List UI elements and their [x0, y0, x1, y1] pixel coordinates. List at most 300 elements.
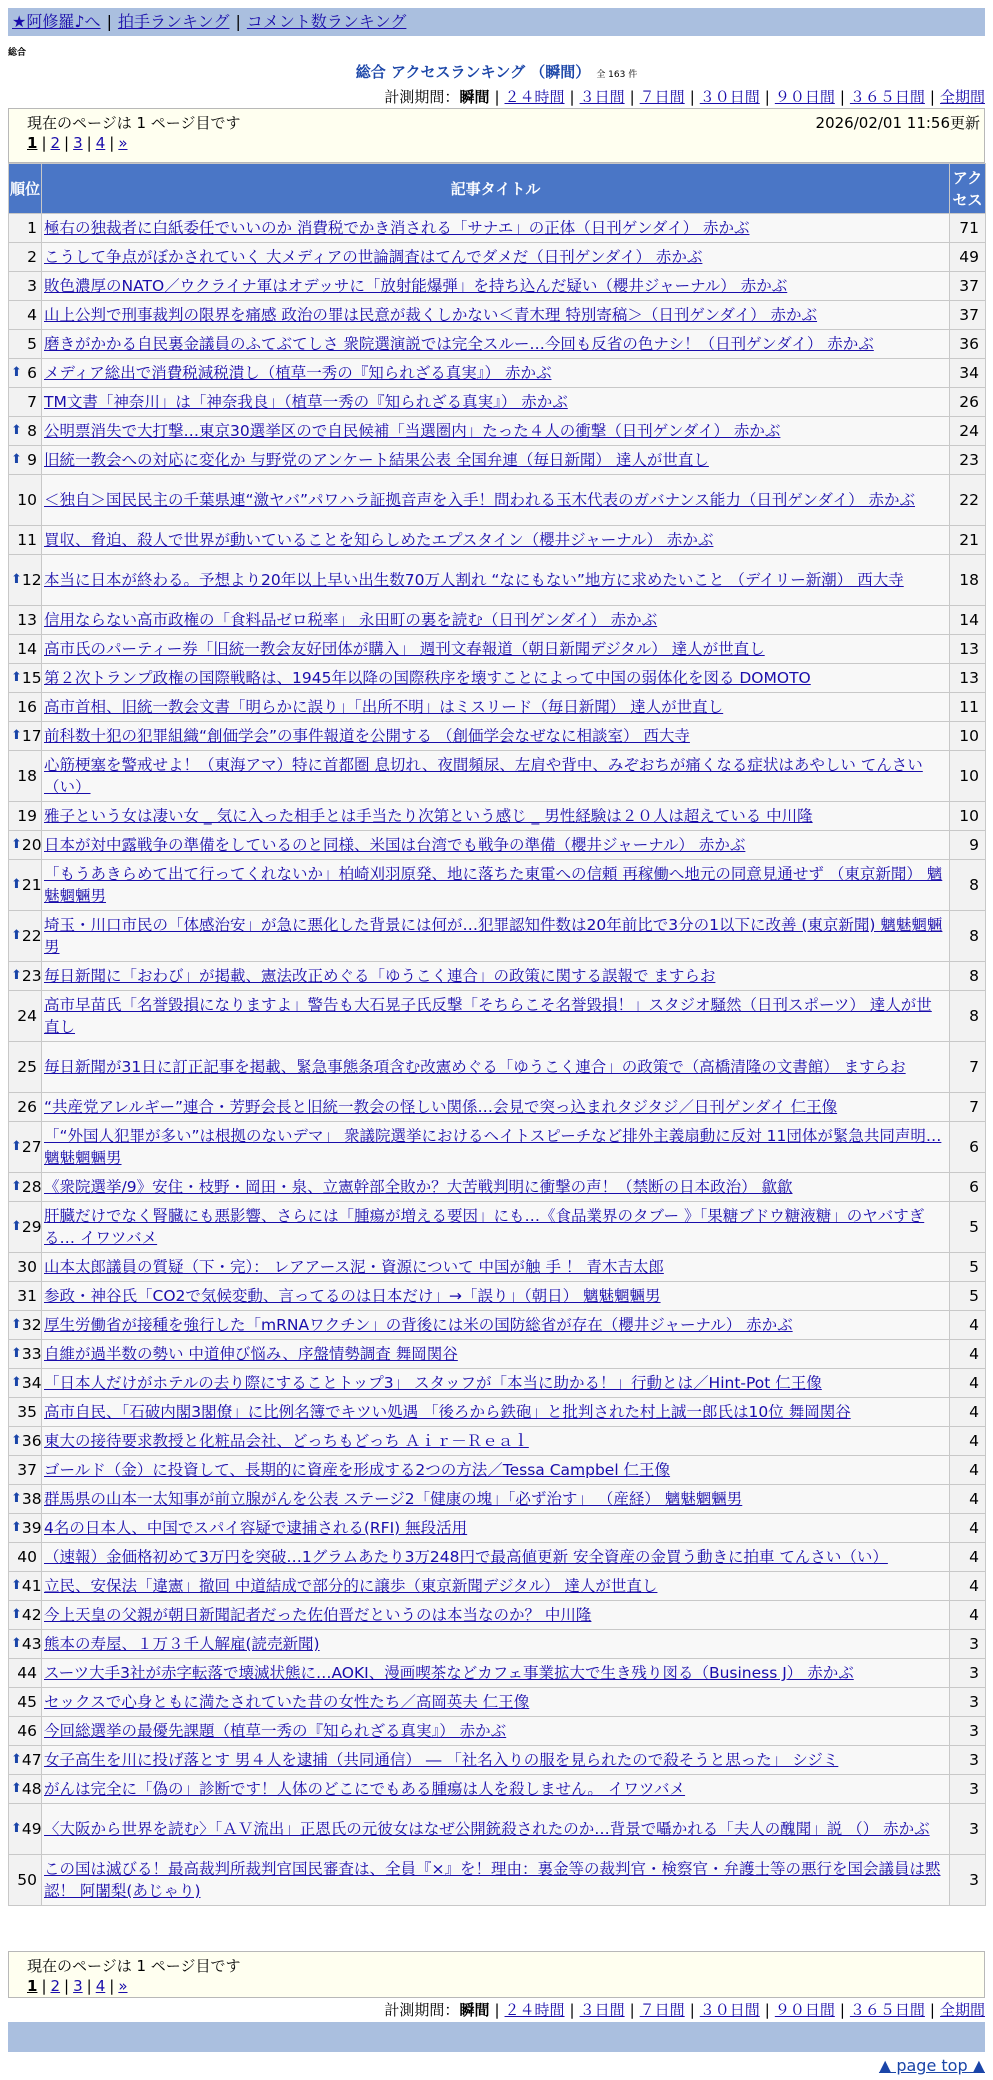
rank-up-arrow-icon: ⬆ — [11, 1752, 22, 1767]
rank-cell — [9, 635, 42, 664]
ranking-table-body — [9, 214, 986, 1906]
title-cell — [42, 526, 950, 555]
rank-cell — [9, 1543, 42, 1572]
title-cell — [42, 1688, 950, 1717]
article-link[interactable]: 熊本の寿屋、１万３千人解雇(読売新聞) — [44, 1635, 320, 1653]
table-row — [9, 1630, 986, 1659]
rank-cell — [9, 1282, 42, 1311]
rank-number: 10 — [17, 491, 37, 509]
rank-up-arrow-icon: ⬆ — [11, 423, 22, 438]
article-link[interactable]: 旧統一教会への対応に変化か 与野党のアンケート結果公表 全国弁連（毎日新聞） 達人が世直し — [44, 451, 709, 469]
rank-cell — [9, 526, 42, 555]
period-option-1[interactable]: ３日間 — [579, 88, 625, 106]
rank-cell — [9, 1173, 42, 1202]
article-link[interactable]: 毎日新聞が31日に訂正記事を掲載、緊急事態条項含む改憲めぐる「ゆうこく連合」の政策で（高橋清隆の文書館） ますらお — [44, 1058, 906, 1076]
article-link[interactable]: 今上天皇の父親が朝日新聞記者だった佐伯晋だというのは本当なのか？ 中川隆 — [44, 1606, 592, 1624]
article-link[interactable]: 〈大阪から世界を読む〉「ＡＶ流出」正恩氏の元彼女はなぜ公開銃殺されたのか…背景で囁かれる「夫人の醜聞」説 （） 赤かぶ — [44, 1820, 930, 1838]
table-row — [9, 693, 986, 722]
rank-number: 4 — [27, 306, 37, 324]
title-cell — [42, 831, 950, 860]
article-link[interactable]: 磨きがかかる自民裏金議員のふてぶてしさ 衆院選演説では完全スルー…今回も反省の色ナシ！（日刊ゲンダイ） 赤かぶ — [44, 335, 874, 353]
access-count: 4 — [950, 1572, 986, 1601]
article-link[interactable]: 高市氏のパーティー券「旧統一教会友好団体が購入」 週刊文春報道（朝日新聞デジタル） 達人が世直し — [44, 640, 765, 658]
article-link[interactable]: 《衆院選挙/9》安住・枝野・岡田・泉、立憲幹部全敗か？大苦戦判明に衝撃の声！（禁断の日本政治） 歙歙 — [44, 1178, 793, 1196]
access-count: 3 — [950, 1775, 986, 1804]
access-count: 71 — [950, 214, 986, 243]
title-cell — [42, 359, 950, 388]
rank-number: 14 — [17, 640, 37, 658]
rank-cell — [9, 664, 42, 693]
article-link[interactable]: 肝臓だけでなく腎臓にも悪影響、さらには「腫瘍が増える要因」にも…《食品業界のタブー 》「果糖ブドウ糖液糖」のヤバすぎる… イワツバメ — [44, 1207, 925, 1247]
rank-cell — [9, 1253, 42, 1282]
access-count: 14 — [950, 606, 986, 635]
article-link[interactable]: 東大の接待要求教授と化粧品会社、どっちもどっち Ａｉｒ－Ｒｅａｌ — [44, 1432, 529, 1450]
table-row — [9, 1282, 986, 1311]
page-separator: | — [86, 134, 92, 152]
rank-number: 49 — [21, 1820, 42, 1838]
article-link[interactable]: こうして争点がぼかされていく 大メディアの世論調査はてんでダメだ（日刊ゲンダイ） 赤かぶ — [44, 248, 703, 266]
rank-cell — [9, 243, 42, 272]
rank-cell — [9, 751, 42, 802]
rank-up-arrow-icon: ⬆ — [11, 1491, 22, 1506]
article-link[interactable]: 雅子という女は凄い女 _ 気に入った相手とは手当たり次第という感じ _ 男性経験は２０人は超えている 中川隆 — [44, 807, 813, 825]
rank-cell — [9, 359, 42, 388]
rank-up-arrow-icon: ⬆ — [11, 877, 22, 892]
period-option-5[interactable]: ３６５日間 — [849, 88, 925, 106]
rank-number: 27 — [21, 1138, 42, 1156]
rank-cell — [9, 555, 42, 606]
article-link[interactable]: “共産党アレルギー”連合・芳野会長と旧統一教会の怪しい関係…会見で突っ込まれタジタジ／日刊ゲンダイ 仁王像 — [44, 1098, 838, 1116]
header-access: アクセス — [950, 164, 986, 214]
table-row — [9, 359, 986, 388]
access-count: 8 — [950, 962, 986, 991]
period-option-6[interactable]: 全期間 — [939, 88, 985, 106]
page-link-3[interactable]: 3 — [73, 1977, 83, 1995]
rank-cell — [9, 722, 42, 751]
period-option-1[interactable]: ３日間 — [579, 2001, 625, 2019]
access-count: 3 — [950, 1659, 986, 1688]
rank-cell — [9, 417, 42, 446]
period-separator: | — [839, 2001, 845, 2019]
rank-cell — [9, 1042, 42, 1093]
article-link[interactable]: 自維が過半数の勢い 中道伸び悩み、序盤情勢調査 舞岡関谷 — [44, 1345, 458, 1363]
article-link[interactable]: スーツ大手3社が赤字転落で壊滅状態に…AOKI、漫画喫茶などカフェ事業拡大で生き残り図る（Business J） 赤かぶ — [44, 1664, 854, 1682]
page-link-3[interactable]: 3 — [73, 134, 83, 152]
rank-cell — [9, 214, 42, 243]
period-option-6[interactable]: 全期間 — [939, 2001, 985, 2019]
rank-up-arrow-icon: ⬆ — [11, 1139, 22, 1154]
period-option-0[interactable]: ２４時間 — [504, 2001, 565, 2019]
rank-cell — [9, 1122, 42, 1173]
page-top-link[interactable]: ▲ page top ▲ — [878, 2056, 985, 2075]
access-count: 21 — [950, 526, 986, 555]
access-count: 4 — [950, 1340, 986, 1369]
rank-up-arrow-icon: ⬆ — [11, 1219, 22, 1234]
table-row — [9, 272, 986, 301]
title-cell — [42, 991, 950, 1042]
access-count: 10 — [950, 722, 986, 751]
table-row — [9, 635, 986, 664]
article-link[interactable]: 前科数十犯の犯罪組織“創価学会”の事件報道を公開する （創価学会なぜなに相談室） 西大寺 — [44, 727, 690, 745]
rank-number: 30 — [17, 1258, 37, 1276]
rank-number: 20 — [21, 836, 42, 854]
page-separator: | — [64, 134, 70, 152]
article-link[interactable]: 山本太郎議員の質疑（下・完）： レアアース泥・資源について 中国が触 手 ！ 青木吉太郎 — [44, 1258, 664, 1276]
article-link[interactable]: 信用ならない高市政権の「食料品ゼロ税率」 永田町の裏を読む（日刊ゲンダイ） 赤かぶ — [44, 611, 658, 629]
title-cell — [42, 446, 950, 475]
table-row — [9, 1746, 986, 1775]
header-rank: 順位 — [9, 164, 42, 214]
ranking-table — [8, 163, 986, 1906]
period-label: 計測期間： — [384, 88, 460, 106]
table-row — [9, 330, 986, 359]
article-link[interactable]: がんは完全に「偽の」診断です！人体のどこにでもある腫瘍は人を殺しません。 イワツバメ — [44, 1780, 686, 1798]
rank-cell — [9, 330, 42, 359]
rank-up-arrow-icon: ⬆ — [11, 1821, 22, 1836]
title-cell — [42, 1202, 950, 1253]
rank-number: 24 — [17, 1007, 37, 1025]
period-current: 瞬間 — [459, 88, 490, 106]
article-link[interactable]: 日本が対中露戦争の準備をしているのと同様、米国は台湾でも戦争の準備（櫻井ジャーナル） 赤かぶ — [44, 836, 746, 854]
title-cell — [42, 722, 950, 751]
title-cell — [42, 243, 950, 272]
rank-cell — [9, 1775, 42, 1804]
period-separator: | — [689, 88, 695, 106]
access-count: 8 — [950, 911, 986, 962]
table-row — [9, 606, 986, 635]
table-row — [9, 962, 986, 991]
rank-number: 42 — [21, 1606, 42, 1624]
rank-number: 34 — [21, 1374, 42, 1392]
article-link[interactable]: 立民、安保法「違憲」撤回 中道結成で部分的に譲歩（東京新聞デジタル） 達人が世直し — [44, 1577, 658, 1595]
current-page: 1 — [27, 134, 38, 152]
period-separator: | — [569, 2001, 575, 2019]
access-count: 5 — [950, 1253, 986, 1282]
table-row — [9, 860, 986, 911]
rank-cell — [9, 1514, 42, 1543]
rank-up-arrow-icon: ⬆ — [11, 968, 22, 983]
rank-number: 21 — [21, 876, 42, 894]
table-row — [9, 1688, 986, 1717]
table-row — [9, 1369, 986, 1398]
table-row — [9, 388, 986, 417]
page-links — [27, 134, 128, 152]
table-row — [9, 1042, 986, 1093]
article-link[interactable]: 公明票消失で大打撃…東京30選挙区ので自民候補「当選圏内」たった４人の衝撃（日刊ゲンダイ） 赤かぶ — [44, 422, 781, 440]
title-cell — [42, 1543, 950, 1572]
rank-number: 45 — [17, 1693, 37, 1711]
rank-number: 44 — [17, 1664, 37, 1682]
access-count: 4 — [950, 1427, 986, 1456]
access-count: 3 — [950, 1717, 986, 1746]
nav-link-clap-ranking[interactable]: 拍手ランキング — [117, 12, 230, 31]
next-page-link[interactable]: » — [118, 1977, 128, 1995]
rank-cell — [9, 860, 42, 911]
pagination-panel-bottom — [8, 1951, 985, 1998]
title-cell — [42, 1311, 950, 1340]
table-row — [9, 1601, 986, 1630]
rank-cell — [9, 1572, 42, 1601]
rank-up-arrow-icon: ⬆ — [11, 1636, 22, 1651]
access-count: 36 — [950, 330, 986, 359]
rank-cell — [9, 1688, 42, 1717]
article-link[interactable]: 敗色濃厚のNATO／ウクライナ軍はオデッサに「放射能爆弾」を持ち込んだ疑い（櫻井ジャーナル） 赤かぶ — [44, 277, 788, 295]
access-count: 37 — [950, 272, 986, 301]
page-link-2[interactable]: 2 — [50, 134, 61, 152]
period-separator: | — [629, 2001, 635, 2019]
title-cell — [42, 1514, 950, 1543]
page-link-4[interactable]: 4 — [95, 134, 106, 152]
article-link[interactable]: 毎日新聞に「おわび」が掲載、憲法改正めぐる「ゆうこく連合」の政策に関する誤報で ますらお — [44, 967, 716, 985]
title-cell — [42, 1427, 950, 1456]
period-option-3[interactable]: ３０日間 — [699, 88, 760, 106]
title-cell — [42, 1746, 950, 1775]
rank-cell — [9, 1855, 42, 1906]
article-link[interactable]: 心筋梗塞を警戒せよ！（東海アマ）特に首都圏 息切れ、夜間頻尿、左肩や背中、みぞおちが痛くなる症状はあやしい てんさい（い） — [44, 756, 923, 796]
period-separator: | — [929, 2001, 935, 2019]
rank-number: 16 — [17, 698, 37, 716]
nav-separator: | — [235, 12, 241, 31]
rank-number: 18 — [17, 767, 37, 785]
title-cell — [42, 635, 950, 664]
period-option-4[interactable]: ９０日間 — [774, 2001, 835, 2019]
rank-cell — [9, 1340, 42, 1369]
table-row — [9, 1122, 986, 1173]
period-option-3[interactable]: ３０日間 — [699, 2001, 760, 2019]
article-link[interactable]: 極右の独裁者に白紙委任でいいのか 消費税でかき消される「サナエ」の正体（日刊ゲンダイ） 赤かぶ — [44, 219, 750, 237]
article-link[interactable]: ＜独自＞国民民主の千葉県連“激ヤバ”パワハラ証拠音声を入手！問われる玉木代表のガバナンス能力（日刊ゲンダイ） 赤かぶ — [44, 491, 916, 509]
access-count: 9 — [950, 831, 986, 860]
rank-number: 40 — [17, 1548, 37, 1566]
period-separator: | — [494, 88, 500, 106]
title-cell — [42, 272, 950, 301]
access-count: 22 — [950, 475, 986, 526]
period-separator: | — [569, 88, 575, 106]
updated-time: 2026/02/01 11:56更新 — [815, 114, 980, 132]
title-cell — [42, 860, 950, 911]
title-cell — [42, 1659, 950, 1688]
article-link[interactable]: 群馬県の山本一太知事が前立腺がんを公表 ステージ2「健康の塊」「必ず治す」 （産経） 魑魅魍魎男 — [44, 1490, 743, 1508]
rank-cell — [9, 991, 42, 1042]
title-cell — [42, 1601, 950, 1630]
access-count: 37 — [950, 301, 986, 330]
title-cell — [42, 1855, 950, 1906]
article-link[interactable]: 買収、脅迫、殺人で世界が動いていることを知らしめたエプスタイン（櫻井ジャーナル） 赤かぶ — [44, 531, 714, 549]
article-link[interactable]: 高市早苗氏「名誉毀損になりますよ」警告も大石晃子氏反撃「そちらこそ名誉毀損！」スタジオ騒然（日刊スポーツ） 達人が世直し — [44, 996, 932, 1036]
access-count: 3 — [950, 1630, 986, 1659]
rank-number: 2 — [27, 248, 37, 266]
access-count: 49 — [950, 243, 986, 272]
rank-cell — [9, 1202, 42, 1253]
rank-cell — [9, 693, 42, 722]
article-link[interactable]: 4名の日本人、中国でスパイ容疑で逮捕される(RFI) 無段活用 — [44, 1519, 468, 1537]
title-cell — [42, 301, 950, 330]
access-count: 6 — [950, 1173, 986, 1202]
rank-number: 22 — [21, 927, 42, 945]
rank-up-arrow-icon: ⬆ — [11, 1317, 22, 1332]
article-link[interactable]: 高市首相、旧統一教会文書「明らかに誤り」「出所不明」はミスリード（毎日新聞） 達人が世直し — [44, 698, 724, 716]
rank-cell — [9, 1369, 42, 1398]
article-link[interactable]: 「もうあきらめて出て行ってくれないか」柏崎刈羽原発、地に落ちた東電への信頼 再稼働へ地元の同意見通せず （東京新聞） 魑魅魍魎男 — [44, 865, 943, 905]
nav-link-comment-ranking[interactable]: コメント数ランキング — [246, 12, 407, 31]
access-count: 4 — [950, 1601, 986, 1630]
rank-number: 19 — [17, 807, 37, 825]
rank-number: 43 — [21, 1635, 42, 1653]
period-option-2[interactable]: ７日間 — [639, 88, 685, 106]
page-link-4[interactable]: 4 — [95, 1977, 106, 1995]
access-count: 8 — [950, 860, 986, 911]
rank-cell — [9, 1630, 42, 1659]
rank-up-arrow-icon: ⬆ — [11, 1375, 22, 1390]
rank-number: 26 — [17, 1098, 37, 1116]
table-row — [9, 1572, 986, 1601]
rank-number: 37 — [17, 1461, 37, 1479]
header-title: 記事タイトル — [42, 164, 950, 214]
access-count: 10 — [950, 802, 986, 831]
period-separator: | — [839, 88, 845, 106]
rank-number: 9 — [27, 451, 37, 469]
rank-cell — [9, 1659, 42, 1688]
period-separator: | — [764, 88, 770, 106]
title-cell — [42, 555, 950, 606]
period-separator: | — [689, 2001, 695, 2019]
rank-up-arrow-icon: ⬆ — [11, 670, 22, 685]
title-cell — [42, 1282, 950, 1311]
rank-up-arrow-icon: ⬆ — [11, 1179, 22, 1194]
access-count: 5 — [950, 1282, 986, 1311]
period-selector-bottom — [384, 1999, 985, 2020]
bottom-bar — [8, 2022, 985, 2052]
rank-number: 46 — [17, 1722, 37, 1740]
access-count: 4 — [950, 1514, 986, 1543]
title-cell — [42, 664, 950, 693]
current-page: 1 — [27, 1977, 38, 1995]
table-row — [9, 1093, 986, 1122]
article-link[interactable]: 女子高生を川に投げ落とす 男４人を逮捕（共同通信） ― 「社名入りの服を見られたので殺そうと思った」 シジミ — [44, 1751, 839, 1769]
rank-up-arrow-icon: ⬆ — [11, 1607, 22, 1622]
rank-number: 47 — [21, 1751, 42, 1769]
page-top-link-wrapper — [879, 2056, 985, 2075]
table-header-row — [9, 164, 986, 214]
nav-link-asyura[interactable]: ★阿修羅♪へ — [12, 12, 101, 31]
period-option-0[interactable]: ２４時間 — [504, 88, 565, 106]
page-link-2[interactable]: 2 — [50, 1977, 61, 1995]
rank-number: 1 — [27, 219, 37, 237]
access-count: 18 — [950, 555, 986, 606]
article-link[interactable]: 今回総選挙の最優先課題（植草一秀の『知られざる真実』） 赤かぶ — [44, 1722, 507, 1740]
period-selector-top — [384, 86, 985, 107]
top-nav-bar — [8, 8, 985, 36]
table-row — [9, 1717, 986, 1746]
title-cell — [42, 1775, 950, 1804]
access-count: 24 — [950, 417, 986, 446]
article-link[interactable]: 本当に日本が終わる。予想より20年以上早い出生数70万人割れ “なにもない”地方に求めたいこと （デイリー新潮） 西大寺 — [44, 571, 904, 589]
article-link[interactable]: この国は滅びる！最高裁判所裁判官国民審査は、全員『×』を！理由：裏金等の裁判官・検察官・弁護士等の悪行を国会議員は黙認！ 阿闍梨(あじゃり) — [44, 1860, 941, 1900]
rank-number: 3 — [27, 277, 37, 295]
article-link[interactable]: 山上公判で刑事裁判の限界を痛感 政治の罪は民意が裁くしかない＜青木理 特別寄稿＞（日刊ゲンダイ） 赤かぶ — [44, 306, 818, 324]
table-row — [9, 1340, 986, 1369]
title-cell — [42, 606, 950, 635]
period-option-2[interactable]: ７日間 — [639, 2001, 685, 2019]
access-count: 13 — [950, 635, 986, 664]
article-link[interactable]: 埼玉・川口市民の「体感治安」が急に悪化した背景には何が…犯罪認知件数は20年前比で3分の1以下に改善 (東京新聞) 魑魅魍魎男 — [44, 916, 943, 956]
access-count: 26 — [950, 388, 986, 417]
access-count: 8 — [950, 991, 986, 1042]
article-link[interactable]: メディア総出で消費税減税潰し（植草一秀の『知られざる真実』） 赤かぶ — [44, 364, 552, 382]
article-link[interactable]: 「“外国人犯罪が多い”は根拠のないデマ」 衆議院選挙におけるヘイトスピーチなど排外主義扇動に反対 11団体が緊急共同声明… 魑魅魍魎男 — [44, 1127, 942, 1167]
access-count: 7 — [950, 1093, 986, 1122]
access-count: 3 — [950, 1804, 986, 1855]
period-label: 計測期間： — [384, 2001, 460, 2019]
table-row — [9, 526, 986, 555]
rank-cell — [9, 911, 42, 962]
article-link[interactable]: 高市自民、「石破内閣3閣僚」に比例名簿でキツい処遇 「後ろから鉄砲」と批判された村上誠一郎氏は10位 舞岡関谷 — [44, 1403, 851, 1421]
period-separator: | — [629, 88, 635, 106]
title-cell — [42, 475, 950, 526]
period-option-5[interactable]: ３６５日間 — [849, 2001, 925, 2019]
rank-up-arrow-icon: ⬆ — [11, 1781, 22, 1796]
rank-up-arrow-icon: ⬆ — [11, 728, 22, 743]
page-separator: | — [64, 1977, 70, 1995]
title-cell — [42, 1485, 950, 1514]
article-link[interactable]: 「日本人だけがホテルの去り際にすることトップ3」 スタッフが「本当に助かる！」行動とは／Hint-Pot 仁王像 — [44, 1374, 822, 1392]
table-row — [9, 475, 986, 526]
title-cell — [42, 962, 950, 991]
rank-number: 8 — [27, 422, 37, 440]
rank-up-arrow-icon: ⬆ — [11, 365, 22, 380]
article-link[interactable]: 参政・神谷氏「CO2で気候変動、言ってるのは日本だけ」→「誤り」（朝日） 魑魅魍魎男 — [44, 1287, 661, 1305]
article-link[interactable]: 第２次トランプ政権の国際戦略は、1945年以降の国際秩序を壊すことによって中国の弱体化を図る DOMOTO — [44, 669, 811, 687]
article-link[interactable]: TM文書「神奈川」は「神奈我良」（植草一秀の『知られざる真実』） 赤かぶ — [44, 393, 568, 411]
title-cell — [42, 1369, 950, 1398]
rank-up-arrow-icon: ⬆ — [11, 928, 22, 943]
article-link[interactable]: ゴールド（金）に投資して、長期的に資産を形成する2つの方法／Tessa Campbel 仁王像 — [44, 1461, 671, 1479]
table-row — [9, 1659, 986, 1688]
access-count: 3 — [950, 1746, 986, 1775]
rank-cell — [9, 802, 42, 831]
article-link[interactable]: 厚生労働省が接種を強行した「mRNAワクチン」の背後には米の国防総省が存在（櫻井ジャーナル） 赤かぶ — [44, 1316, 793, 1334]
table-row — [9, 831, 986, 860]
access-count: 7 — [950, 1042, 986, 1093]
article-link[interactable]: （速報）金価格初めて3万円を突破…1グラムあたり3万248円で最高値更新 安全資産の金買う動きに拍車 てんさい（い） — [44, 1548, 888, 1566]
title-cell — [42, 1717, 950, 1746]
article-link[interactable]: セックスで心身ともに満たされていた昔の女性たち／高岡英夫 仁王像 — [44, 1693, 530, 1711]
access-count: 4 — [950, 1485, 986, 1514]
page-separator: | — [109, 1977, 115, 1995]
table-row — [9, 1485, 986, 1514]
page-separator: | — [86, 1977, 92, 1995]
table-row — [9, 1173, 986, 1202]
rank-number: 35 — [17, 1403, 37, 1421]
rank-number: 31 — [17, 1287, 37, 1305]
section-label: 総合 — [8, 48, 27, 58]
rank-up-arrow-icon: ⬆ — [11, 1346, 22, 1361]
access-count: 34 — [950, 359, 986, 388]
rank-cell — [9, 1456, 42, 1485]
next-page-link[interactable]: » — [118, 134, 128, 152]
access-count: 4 — [950, 1311, 986, 1340]
page-title — [0, 61, 993, 82]
rank-cell — [9, 606, 42, 635]
table-row — [9, 991, 986, 1042]
rank-number: 11 — [17, 531, 37, 549]
period-option-4[interactable]: ９０日間 — [774, 88, 835, 106]
title-cell — [42, 1630, 950, 1659]
table-row — [9, 301, 986, 330]
rank-up-arrow-icon: ⬆ — [11, 452, 22, 467]
title-cell — [42, 1093, 950, 1122]
title-cell — [42, 911, 950, 962]
